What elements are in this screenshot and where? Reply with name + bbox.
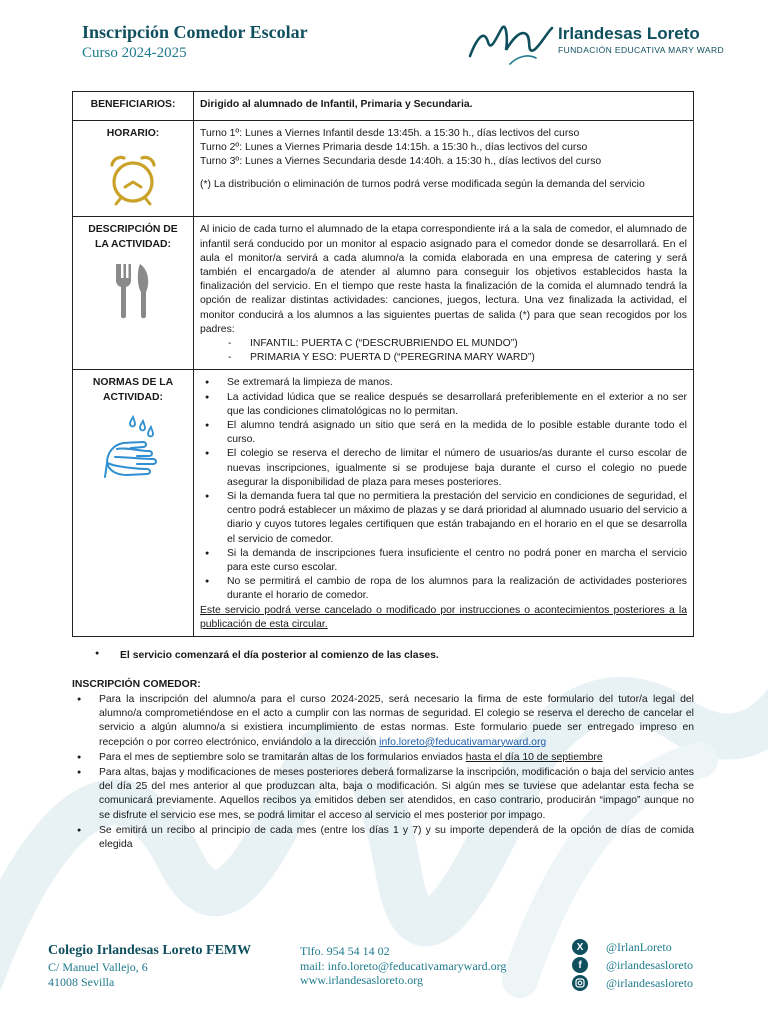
- normas-cell: [194, 370, 694, 637]
- table-row-horario: [73, 121, 694, 217]
- label-cell-horario: [73, 121, 194, 217]
- label-descripcion: DESCRIPCIÓN DE LA ACTIVIDAD:: [88, 224, 178, 250]
- list-item: ● Si la demanda de inscripciones fuera insuficiente el centro no podrá poner en marcha el servicio para este curso escolar.: [200, 547, 687, 575]
- table-row-beneficiarios: [73, 92, 694, 121]
- list-item: ● El colegio se reserva el derecho de limitar el número de usuarios/as durante el curso escolar de nuevas inscripciones, igualmente si se produjese baja durante el curso el colegio no puede asegurar la disponibilidad de plaza para meses posteriores.: [200, 447, 687, 490]
- social-instagram[interactable]: [572, 975, 693, 991]
- service-start-note: ● El servicio comenzará el día posterior al comienzo de las clases.: [120, 650, 439, 661]
- alarm-clock-icon: [81, 151, 185, 212]
- social-handle: @irlandesasloreto: [606, 975, 694, 990]
- label-normas: NORMAS DE LA ACTIVIDAD:: [92, 377, 174, 403]
- cancellation-note: Este servicio podrá verse cancelado o modificado por instrucciones o acontecimientos posteriores a la publicación de esta circular.: [200, 604, 687, 630]
- inscripcion-item-2-text: Para el mes de septiembre solo se tramitarán altas de los formularios enviados: [99, 751, 463, 763]
- social-x[interactable]: [572, 939, 672, 955]
- descripcion-text: Al inicio de cada turno el alumnado de la etapa correspondiente irá a la sala de comedor, el alumnado de infantil será conducido por un monitor al espacio asignado para el comedor donde se desarrollará. En el aula el monitor/a servirá a cada alumno/a la comida elaborada en una empresa de catering y será también el encargado/a de atender al alumno para conseguir los objetivos establecidos hasta la finalización del servicio. En el tiempo que reste hasta la finalización de la comida el alumnado tendrá la opción de realizar distintas actividades: canciones, juegos, lectura. Una vez finalizada la actividad, el monitor conducirá a los alumnos a las siguientes puertas de salida (*) para que sean recogidos por los padres:: [200, 224, 687, 335]
- horario-line-1: Turno 1º: Lunes a Viernes Infantil desde 13:45h. a 15:30 h., días lectivos del curso: [200, 128, 580, 139]
- horario-line-3: Turno 3º: Lunes a Viernes Secundaria desde 14:40h. a 15:30 h., días lectivos del curso: [200, 156, 602, 168]
- instagram-icon: [572, 975, 588, 991]
- list-item: - INFANTIL: PUERTA C (“DESCRUBRIENDO EL MUNDO”): [228, 337, 687, 351]
- footer-email[interactable]: mail: info.loreto@feducativamaryward.org: [300, 959, 507, 973]
- social-handle: @IrlanLoreto: [606, 939, 672, 954]
- mary-ward-monogram-icon: [466, 20, 554, 70]
- info-table: [72, 91, 694, 637]
- label-cell-descripcion: [73, 217, 194, 370]
- exit-doors-list: [200, 337, 687, 365]
- list-item: [72, 693, 694, 750]
- table-row-normas: [73, 370, 694, 637]
- facebook-icon: f: [572, 957, 588, 973]
- horario-line-2: Turno 2º: Lunes a Viernes Primaria desde 14:15h. a 15:30 h., días lectivos del curso: [200, 142, 588, 154]
- inscripcion-item-1-text: Para la inscripción del alumno/a para el curso 2024-2025, será necesario la firma de este formulario del tutor/a legal del alumno/a comprometiéndose en el acto a cumplir con las normas de seguridad. El colegio se reserva el derecho de cancelar el servicio a algún alumno/a si existiera incumplimiento de estas normas. Este formulario puede ser entregado impreso en recepción o por correo electrónico, enviándolo a la dirección: [99, 694, 694, 748]
- label-horario: HORARIO:: [106, 128, 160, 139]
- brand-name: Irlandesas Loreto: [558, 24, 700, 43]
- list-item: ● El alumno tendrá asignado un sitio que será en la medida de lo posible estable durante todo el curso.: [200, 419, 687, 447]
- social-facebook[interactable]: [572, 957, 693, 973]
- footer-website[interactable]: www.irlandesasloreto.org: [300, 973, 423, 987]
- list-item: ● Si la demanda fuera tal que no permitiera la prestación del servicio en condiciones de seguridad, el centro podrá establecer un máximo de plazas y se dará prioridad al alumnado usuario del servicio a diario y cuyos tutores legales certifiquen que están trabajando en el horario en el que se desarrolla el servicio de comedor.: [200, 490, 687, 547]
- footer-address-city: 41008 Sevilla: [48, 975, 115, 989]
- email-link[interactable]: info.loreto@feducativamaryward.org: [379, 736, 547, 748]
- horario-cell: [194, 121, 694, 217]
- deadline-text: hasta el día 10 de septiembre: [465, 751, 603, 763]
- brand-subtitle: FUNDACIÓN EDUCATIVA MARY WARD: [558, 45, 725, 55]
- footer-school-name: Colegio Irlandesas Loreto FEMW: [48, 943, 252, 958]
- beneficiarios-text: Dirigido al alumnado de Infantil, Primaria y Secundaria.: [194, 92, 694, 121]
- inscripcion-list: [72, 693, 694, 853]
- social-handle: @irlandesasloreto: [606, 957, 694, 972]
- normas-list: [200, 376, 687, 603]
- list-item: ● Para altas, bajas y modificaciones de meses posteriores deberá formalizarse la inscripción, modificación o baja del servicio antes del día 25 del mes anterior al que produzcan alta, baja o modificación. Si algún mes se tuviese que adelantar esta fecha se comunicará previamente. Aquellos recibos ya emitidos deben ser atendidos, en caso contrario, producirán “impago” aunque no se disfrute el servicio ese mes, se podrá limitar el acceso al servicio el mes posterior por impago.: [72, 766, 694, 823]
- inscripcion-heading: INSCRIPCIÓN COMEDOR:: [72, 679, 201, 690]
- document-title: Inscripción Comedor Escolar: [82, 22, 308, 42]
- footer-address-street: C/ Manuel Vallejo, 6: [48, 960, 148, 974]
- document-subtitle: Curso 2024-2025: [82, 45, 187, 61]
- cutlery-icon: [81, 262, 185, 325]
- list-item: ● La actividad lúdica que se realice después se desarrollará preferiblemente en el exterior a no ser que las condiciones climatológicas no lo permitan.: [200, 391, 687, 419]
- x-twitter-icon: X: [572, 939, 588, 955]
- label-beneficiarios: BENEFICIARIOS:: [73, 92, 194, 121]
- hand-washing-icon: [81, 415, 185, 484]
- table-row-descripcion: [73, 217, 694, 370]
- list-item: ● Se extremará la limpieza de manos.: [200, 376, 687, 390]
- horario-note: (*) La distribución o eliminación de turnos podrá verse modificada según la demanda del servicio: [200, 178, 645, 190]
- list-item: ● Se emitirá un recibo al principio de cada mes (entre los días 1 y 7) y su importe dependerá de la opción de días de comida elegida: [72, 824, 694, 852]
- list-item: ● No se permitirá el cambio de ropa de los alumnos para la realización de actividades posteriores durante el horario de comedor.: [200, 575, 687, 603]
- brand-logo: [466, 20, 725, 70]
- label-cell-normas: [73, 370, 194, 637]
- descripcion-cell: [194, 217, 694, 370]
- list-item: [72, 751, 694, 765]
- footer-phone: Tlfo. 954 54 14 02: [300, 944, 390, 958]
- list-item: - PRIMARIA Y ESO: PUERTA D (“PEREGRINA MARY WARD”): [228, 351, 687, 365]
